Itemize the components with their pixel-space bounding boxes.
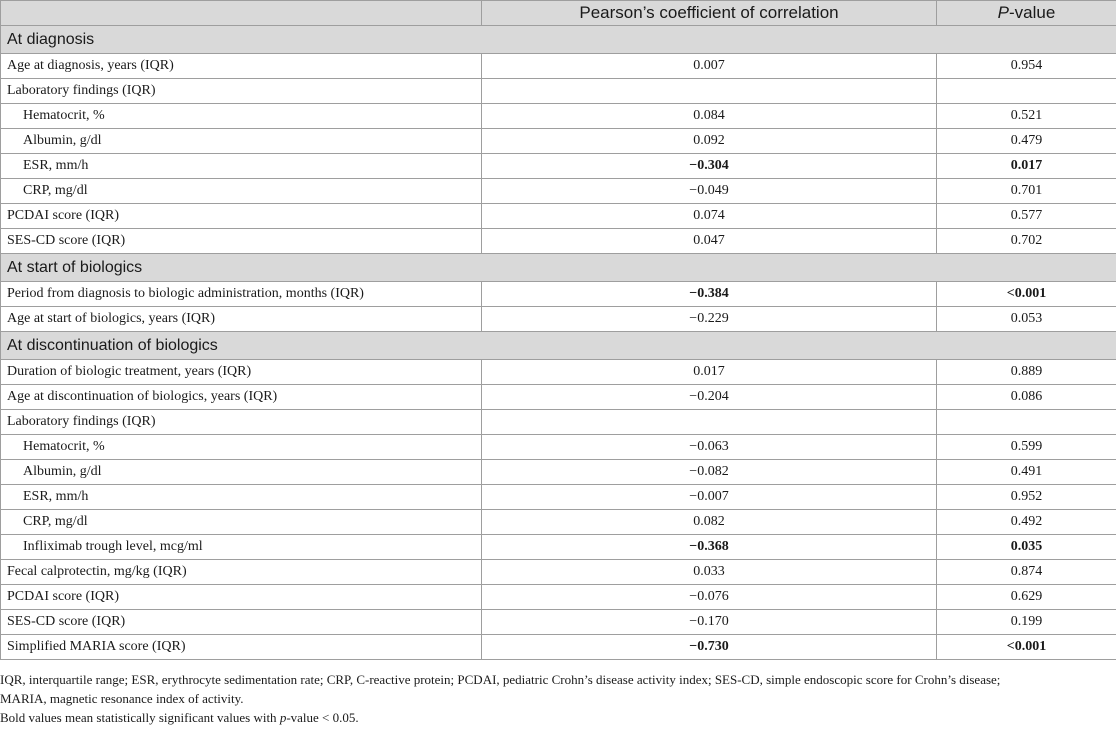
row-label: CRP, mg/dl — [1, 510, 482, 535]
row-p-value: 0.199 — [937, 610, 1116, 635]
row-label: PCDAI score (IQR) — [1, 585, 482, 610]
table-row — [1, 460, 1116, 485]
table-row — [1, 179, 1116, 204]
row-label: SES-CD score (IQR) — [1, 610, 482, 635]
section-row — [1, 332, 1116, 360]
table-row — [1, 229, 1116, 254]
section-row — [1, 26, 1116, 54]
footnote-abbreviations-1: IQR, interquartile range; ESR, erythrocyte sedimentation rate; CRP, C-reactive protein; PCDAI, pediatric Crohn’s disease activity index; SES-CD, simple endoscopic score for Crohn’s disease; — [0, 672, 1001, 687]
row-label: ESR, mm/h — [1, 485, 482, 510]
footnote-bold-pre: Bold values mean statistically significant values with — [0, 710, 280, 725]
footnote-bold-post: -value < 0.05. — [286, 710, 359, 725]
table-row — [1, 585, 1116, 610]
row-coefficient — [482, 79, 937, 104]
row-p-value: <0.001 — [937, 282, 1116, 307]
row-coefficient: −0.063 — [482, 435, 937, 460]
table-footnote — [0, 670, 1116, 727]
header-variable — [1, 1, 482, 26]
row-coefficient: −0.076 — [482, 585, 937, 610]
row-coefficient: 0.074 — [482, 204, 937, 229]
footnote-bold-note — [0, 708, 1116, 727]
row-coefficient: 0.084 — [482, 104, 937, 129]
row-p-value: 0.629 — [937, 585, 1116, 610]
row-coefficient: −0.007 — [482, 485, 937, 510]
row-p-value: 0.479 — [937, 129, 1116, 154]
row-coefficient: −0.204 — [482, 385, 937, 410]
row-coefficient: −0.304 — [482, 154, 937, 179]
table-row — [1, 435, 1116, 460]
row-coefficient: −0.368 — [482, 535, 937, 560]
section-title: At diagnosis — [1, 26, 1116, 54]
row-label: Duration of biologic treatment, years (IQR) — [1, 360, 482, 385]
table-row — [1, 485, 1116, 510]
table-row — [1, 360, 1116, 385]
row-label: Simplified MARIA score (IQR) — [1, 635, 482, 660]
row-p-value: 0.954 — [937, 54, 1116, 79]
section-title: At start of biologics — [1, 254, 1116, 282]
section-title: At discontinuation of biologics — [1, 332, 1116, 360]
row-p-value: 0.035 — [937, 535, 1116, 560]
row-label: ESR, mm/h — [1, 154, 482, 179]
table-row — [1, 610, 1116, 635]
row-coefficient: 0.033 — [482, 560, 937, 585]
table-row — [1, 635, 1116, 660]
row-coefficient: 0.082 — [482, 510, 937, 535]
table-row — [1, 307, 1116, 332]
row-p-value: 0.053 — [937, 307, 1116, 332]
header-row — [1, 1, 1116, 26]
table-row — [1, 104, 1116, 129]
row-coefficient: −0.229 — [482, 307, 937, 332]
section-row — [1, 254, 1116, 282]
table-row — [1, 129, 1116, 154]
row-p-value: 0.577 — [937, 204, 1116, 229]
row-label: Hematocrit, % — [1, 104, 482, 129]
row-coefficient: −0.170 — [482, 610, 937, 635]
row-p-value — [937, 410, 1116, 435]
row-p-value: 0.086 — [937, 385, 1116, 410]
header-p-value — [937, 1, 1116, 26]
header-p-italic: P — [997, 3, 1010, 22]
row-coefficient — [482, 410, 937, 435]
row-p-value: 0.952 — [937, 485, 1116, 510]
row-label: SES-CD score (IQR) — [1, 229, 482, 254]
row-p-value: 0.491 — [937, 460, 1116, 485]
row-coefficient: 0.007 — [482, 54, 937, 79]
row-label: PCDAI score (IQR) — [1, 204, 482, 229]
table-row — [1, 154, 1116, 179]
table-row — [1, 560, 1116, 585]
table-row — [1, 204, 1116, 229]
table-row — [1, 385, 1116, 410]
row-p-value: 0.492 — [937, 510, 1116, 535]
row-label: Hematocrit, % — [1, 435, 482, 460]
row-label: Laboratory findings (IQR) — [1, 410, 482, 435]
row-label: Age at discontinuation of biologics, years (IQR) — [1, 385, 482, 410]
row-p-value: 0.702 — [937, 229, 1116, 254]
row-label: CRP, mg/dl — [1, 179, 482, 204]
row-coefficient: 0.017 — [482, 360, 937, 385]
row-p-value: 0.701 — [937, 179, 1116, 204]
row-coefficient: 0.092 — [482, 129, 937, 154]
footnote-bold-italic: p — [279, 710, 287, 725]
table-row — [1, 282, 1116, 307]
row-coefficient: −0.730 — [482, 635, 937, 660]
row-p-value: 0.017 — [937, 154, 1116, 179]
row-p-value: 0.599 — [937, 435, 1116, 460]
footnote-abbreviations-2: MARIA, magnetic resonance index of activity. — [0, 691, 244, 706]
table-row — [1, 79, 1116, 104]
row-coefficient: −0.384 — [482, 282, 937, 307]
table-row — [1, 535, 1116, 560]
row-p-value: 0.889 — [937, 360, 1116, 385]
header-coefficient: Pearson’s coefficient of correlation — [482, 1, 937, 26]
table-row — [1, 410, 1116, 435]
row-label: Age at diagnosis, years (IQR) — [1, 54, 482, 79]
row-coefficient: 0.047 — [482, 229, 937, 254]
row-p-value: 0.521 — [937, 104, 1116, 129]
row-label: Period from diagnosis to biologic administration, months (IQR) — [1, 282, 482, 307]
table-body — [1, 26, 1116, 660]
row-label: Albumin, g/dl — [1, 129, 482, 154]
row-label: Laboratory findings (IQR) — [1, 79, 482, 104]
table-header — [1, 1, 1116, 26]
table-row — [1, 54, 1116, 79]
row-label: Albumin, g/dl — [1, 460, 482, 485]
row-coefficient: −0.049 — [482, 179, 937, 204]
row-p-value: 0.874 — [937, 560, 1116, 585]
row-label: Infliximab trough level, mcg/ml — [1, 535, 482, 560]
table-row — [1, 510, 1116, 535]
row-label: Age at start of biologics, years (IQR) — [1, 307, 482, 332]
header-p-rest: -value — [1009, 3, 1056, 22]
row-label: Fecal calprotectin, mg/kg (IQR) — [1, 560, 482, 585]
row-p-value: <0.001 — [937, 635, 1116, 660]
row-coefficient: −0.082 — [482, 460, 937, 485]
row-p-value — [937, 79, 1116, 104]
